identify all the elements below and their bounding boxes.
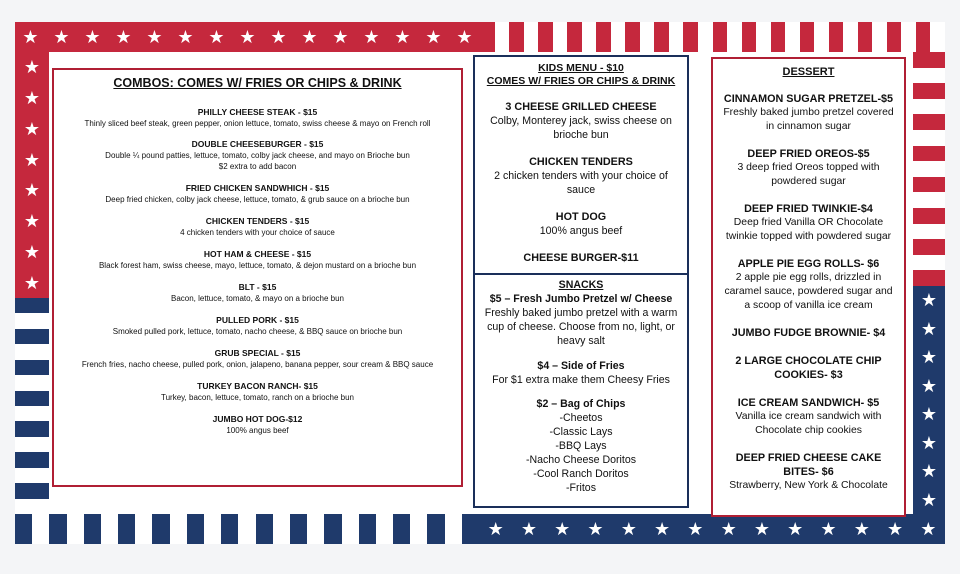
star-icon: ★ (587, 519, 604, 539)
combo-item (62, 414, 453, 436)
dessert-item (721, 92, 896, 134)
stripe (49, 514, 67, 544)
stripe (913, 68, 945, 84)
combo-item-desc: Bacon, lettuce, tomato, & mayo on a brioche bun (171, 294, 344, 303)
stripe (756, 22, 771, 52)
kids-item (481, 101, 681, 142)
snack-chips-name: $2 – Bag of Chips (536, 398, 626, 410)
stripe (698, 22, 713, 52)
kids-item-desc: 2 chicken tenders with your choice of sauce (494, 170, 668, 196)
stripe (187, 514, 205, 544)
kids-title-line2: COMES W/ FRIES OR CHIPS & DRINK (486, 75, 676, 87)
snacks-panel (473, 273, 689, 508)
star-icon: ★ (301, 27, 318, 47)
dessert-item-desc: 3 deep fried Oreos topped with powdered sugar (737, 162, 880, 187)
dessert-item-name: ICE CREAM SANDWICH- $5 (737, 397, 880, 409)
star-icon: ★ (487, 519, 504, 539)
combo-item (62, 381, 453, 403)
stripe (15, 344, 49, 360)
dessert-item (721, 451, 896, 493)
combo-item (62, 183, 453, 205)
star-icon: ★ (920, 404, 938, 425)
stripe (342, 514, 360, 544)
star-icon: ★ (853, 519, 870, 539)
stripe (427, 514, 445, 544)
star-icon: ★ (23, 241, 41, 262)
dessert-item-name: DEEP FRIED CHEESE CAKE BITES- $6 (735, 452, 882, 478)
stripe (553, 22, 568, 52)
combo-item-name: FRIED CHICKEN SANDWHICH - $15 (185, 183, 330, 193)
stripe (567, 22, 582, 52)
stripe (152, 514, 170, 544)
star-icon: ★ (520, 519, 537, 539)
stripe (829, 22, 844, 52)
dessert-item-desc: Strawberry, New York & Chocolate (729, 480, 888, 491)
stripe (15, 360, 49, 376)
star-icon: ★ (23, 211, 41, 232)
stripe (538, 22, 553, 52)
combo-item-name: GRUB SPECIAL - $15 (214, 348, 301, 358)
combo-item (62, 282, 453, 304)
snack-fries-name: $4 – Side of Fries (537, 360, 625, 372)
star-icon: ★ (425, 27, 442, 47)
star-icon: ★ (394, 27, 411, 47)
star-icon: ★ (920, 347, 938, 368)
combo-item-name: HOT HAM & CHEESE - $15 (203, 249, 312, 259)
star-icon: ★ (115, 27, 132, 47)
stripe (15, 468, 49, 484)
dessert-panel (711, 57, 906, 517)
star-icon: ★ (886, 519, 904, 539)
star-icon: ★ (84, 27, 101, 47)
combo-item (62, 107, 453, 129)
stripe (290, 514, 308, 544)
combo-item-name: JUMBO HOT DOG-$12 (212, 414, 303, 424)
star-icon: ★ (620, 519, 637, 539)
stripe (495, 22, 510, 52)
combo-item (62, 249, 453, 271)
star-icon: ★ (456, 27, 473, 47)
stripe (256, 514, 274, 544)
chip-item: -Fritos (565, 482, 596, 494)
stripe (15, 329, 49, 345)
stripe (625, 22, 640, 52)
star-icon: ★ (920, 461, 938, 482)
stripe (445, 514, 463, 544)
combo-item-desc: Smoked pulled pork, lettuce, tomato, nacho cheese, & BBQ sauce on brioche bun (112, 327, 403, 336)
stripe (843, 22, 858, 52)
chip-item: -Cheetos (559, 412, 603, 424)
stripe (913, 99, 945, 115)
stripe (742, 22, 757, 52)
stripe (771, 22, 786, 52)
stripe (15, 514, 33, 544)
stripe (913, 208, 945, 224)
stripe (858, 22, 873, 52)
star-icon: ★ (22, 27, 39, 47)
snacks-title: SNACKS (558, 279, 604, 291)
kids-item-desc: Colby, Monterey jack, swiss cheese on brioche bun (490, 115, 672, 141)
stripe (15, 375, 49, 391)
kids-title-line1: KIDS MENU - $10 (538, 62, 624, 74)
stripe (872, 22, 887, 52)
chip-item: -BBQ Lays (555, 440, 607, 452)
combos-title: COMBOS: COMES W/ FRIES OR CHIPS & DRINK (113, 76, 402, 90)
stripe (611, 22, 626, 52)
stripe (785, 22, 800, 52)
stripe (913, 114, 945, 130)
chip-item: -Cool Ranch Doritos (533, 468, 629, 480)
dessert-item-desc: 2 apple pie egg rolls, drizzled in caramel sauce, powdered sugar and a scoop of vanilla ice cream (724, 272, 893, 311)
stripe (135, 514, 153, 544)
star-icon: ★ (920, 489, 938, 510)
stripe (669, 22, 684, 52)
kids-item-name: 3 CHEESE GRILLED CHEESE (505, 101, 657, 113)
star-icon: ★ (653, 519, 671, 539)
snack-fries-desc: For $1 extra make them Cheesy Fries (492, 374, 670, 386)
stripe (913, 270, 945, 286)
chips-list (481, 411, 681, 495)
stripe (930, 22, 945, 52)
stripe (118, 514, 136, 544)
stripe (170, 514, 188, 544)
kids-item (481, 211, 681, 238)
stripe (713, 22, 728, 52)
stripe (238, 514, 256, 544)
snack-pretzel-name: $5 – Fresh Jumbo Pretzel w/ Cheese (489, 293, 673, 305)
star-icon: ★ (554, 519, 571, 539)
combo-item (62, 315, 453, 337)
stripe (913, 52, 945, 68)
right-stripes (913, 52, 945, 286)
stripe (596, 22, 611, 52)
stripe (324, 514, 342, 544)
stripe (376, 514, 394, 544)
star-icon: ★ (270, 27, 287, 47)
dessert-item-name: APPLE PIE EGG ROLLS- $6 (737, 258, 880, 270)
star-icon: ★ (239, 27, 256, 47)
stripe (410, 514, 428, 544)
dessert-item-desc: Deep fried Vanilla OR Chocolate twinkie topped with powdered sugar (725, 217, 892, 242)
stripe (204, 514, 222, 544)
stripe (15, 391, 49, 407)
stripe (480, 22, 495, 52)
stripe (221, 514, 239, 544)
star-icon: ★ (146, 27, 163, 47)
stripe (727, 22, 742, 52)
star-icon: ★ (23, 118, 41, 139)
stripe (15, 452, 49, 468)
stripe (101, 514, 119, 544)
kids-list (481, 101, 681, 265)
combo-item-desc: Deep fried chicken, colby jack cheese, lettuce, tomato, & grub sauce on a brioche bun (105, 195, 410, 204)
dessert-item-name: CINNAMON SUGAR PRETZEL-$5 (723, 93, 894, 105)
star-icon: ★ (920, 318, 938, 339)
combo-item-desc: Thinly sliced beef steak, green pepper, onion lettuce, tomato, swiss cheese & mayo on French roll (84, 119, 431, 128)
dessert-item-name: DEEP FRIED TWINKIE-$4 (744, 203, 873, 215)
star-icon: ★ (23, 57, 41, 78)
stripe (67, 514, 85, 544)
star-icon: ★ (920, 375, 938, 396)
combo-item-desc: 4 chicken tenders with your choice of sauce (180, 228, 335, 237)
combo-item-name: TURKEY BACON RANCH- $15 (197, 381, 318, 391)
combo-item-desc: French fries, nacho cheese, pulled pork, onion, jalapeno, banana pepper, sour cream & BBQ sauce (81, 360, 434, 369)
dessert-item-name: DEEP FRIED OREOS-$5 (747, 148, 870, 160)
combo-item-name: DOUBLE CHEESEBURGER - $15 (191, 139, 324, 149)
star-icon: ★ (687, 519, 704, 539)
stripe (15, 483, 49, 499)
kids-item-desc: 100% angus beef (539, 225, 623, 237)
star-icon: ★ (820, 519, 837, 539)
chip-item: -Classic Lays (549, 426, 613, 438)
bottom-stars (479, 514, 945, 544)
dessert-item-desc: Freshly baked jumbo pretzel covered in cinnamon sugar (723, 107, 894, 132)
stripe (814, 22, 829, 52)
star-icon: ★ (920, 290, 938, 311)
dessert-item (721, 257, 896, 313)
stripe (524, 22, 539, 52)
kids-item-name: CHEESE BURGER-$11 (523, 252, 639, 264)
star-icon: ★ (363, 27, 380, 47)
star-icon: ★ (920, 432, 938, 453)
stripe (916, 22, 931, 52)
star-icon: ★ (53, 27, 70, 47)
star-icon: ★ (753, 519, 770, 539)
left-stripes (15, 298, 49, 514)
top-stripes (480, 22, 945, 52)
stripe (640, 22, 655, 52)
chip-item: -Nacho Cheese Doritos (525, 454, 637, 466)
stripe (913, 83, 945, 99)
stripe (15, 437, 49, 453)
stripe (15, 406, 49, 422)
dessert-item-desc: Vanilla ice cream sandwich with Chocolate chip cookies (735, 411, 882, 436)
stripe (15, 421, 49, 437)
right-stars (913, 286, 945, 514)
stripe (887, 22, 902, 52)
combo-item-desc: Double ¼ pound patties, lettuce, tomato, colby jack cheese, and mayo on Brioche bun (105, 151, 410, 160)
stripe (359, 514, 377, 544)
dessert-item (721, 396, 896, 438)
stripe (913, 192, 945, 208)
stripe (84, 514, 102, 544)
stripe (913, 224, 945, 240)
combos-list (62, 107, 453, 436)
kids-panel (473, 55, 689, 275)
star-icon: ★ (787, 519, 804, 539)
stripe (15, 499, 49, 515)
star-icon: ★ (23, 88, 41, 109)
star-icon: ★ (332, 27, 349, 47)
star-icon: ★ (23, 149, 41, 170)
dessert-item-name: JUMBO FUDGE BROWNIE- $4 (731, 327, 886, 339)
stripe (307, 514, 325, 544)
snack-pretzel-desc: Freshly baked jumbo pretzel with a warm cup of cheese. Choose from no, light, or heavy salt (484, 307, 678, 347)
stripe (582, 22, 597, 52)
stripe (509, 22, 524, 52)
kids-item-name: HOT DOG (555, 211, 607, 223)
combo-item (62, 216, 453, 238)
dessert-item (721, 202, 896, 244)
stripe (913, 177, 945, 193)
stripe (32, 514, 50, 544)
stripe (683, 22, 698, 52)
star-icon: ★ (23, 272, 41, 293)
dessert-item (721, 354, 896, 382)
stripe (913, 130, 945, 146)
stripe (15, 298, 49, 314)
combo-item-desc: Turkey, bacon, lettuce, tomato, ranch on a brioche bun (161, 393, 354, 402)
star-icon: ★ (720, 519, 737, 539)
top-stars (15, 22, 480, 52)
combos-panel (52, 68, 463, 487)
dessert-list (721, 92, 896, 493)
stripe (913, 161, 945, 177)
combo-item-name: PHILLY CHEESE STEAK - $15 (197, 107, 318, 117)
combo-item-name: BLT - $15 (238, 282, 277, 292)
stripe (913, 255, 945, 271)
stripe (654, 22, 669, 52)
stripe (913, 239, 945, 255)
star-icon: ★ (177, 27, 194, 47)
stripe (800, 22, 815, 52)
star-icon: ★ (208, 27, 225, 47)
star-icon: ★ (23, 180, 41, 201)
kids-item (481, 156, 681, 197)
stripe (273, 514, 291, 544)
left-stars (15, 52, 49, 298)
stripe (913, 146, 945, 162)
dessert-title: DESSERT (782, 66, 835, 78)
combo-item-desc: 100% angus beef (226, 426, 289, 435)
combo-item-note: $2 extra to add bacon (218, 162, 297, 171)
stripe (393, 514, 411, 544)
dessert-item-name: 2 LARGE CHOCOLATE CHIP COOKIES- $3 (735, 355, 882, 381)
combo-item-desc: Black forest ham, swiss cheese, mayo, lettuce, tomato, & dejon mustard on a brioche bun (98, 261, 417, 270)
combo-item (62, 139, 453, 172)
kids-item-name: CHICKEN TENDERS (529, 156, 633, 168)
stripe (901, 22, 916, 52)
combo-item (62, 348, 453, 370)
dessert-item (721, 326, 896, 340)
bottom-stripes (15, 514, 479, 544)
stripe (462, 514, 480, 544)
combo-item-name: CHICKEN TENDERS - $15 (205, 216, 310, 226)
star-icon: ★ (920, 519, 937, 539)
dessert-item (721, 147, 896, 189)
kids-item (481, 252, 681, 265)
stripe (15, 313, 49, 329)
combo-item-name: PULLED PORK - $15 (216, 315, 299, 325)
